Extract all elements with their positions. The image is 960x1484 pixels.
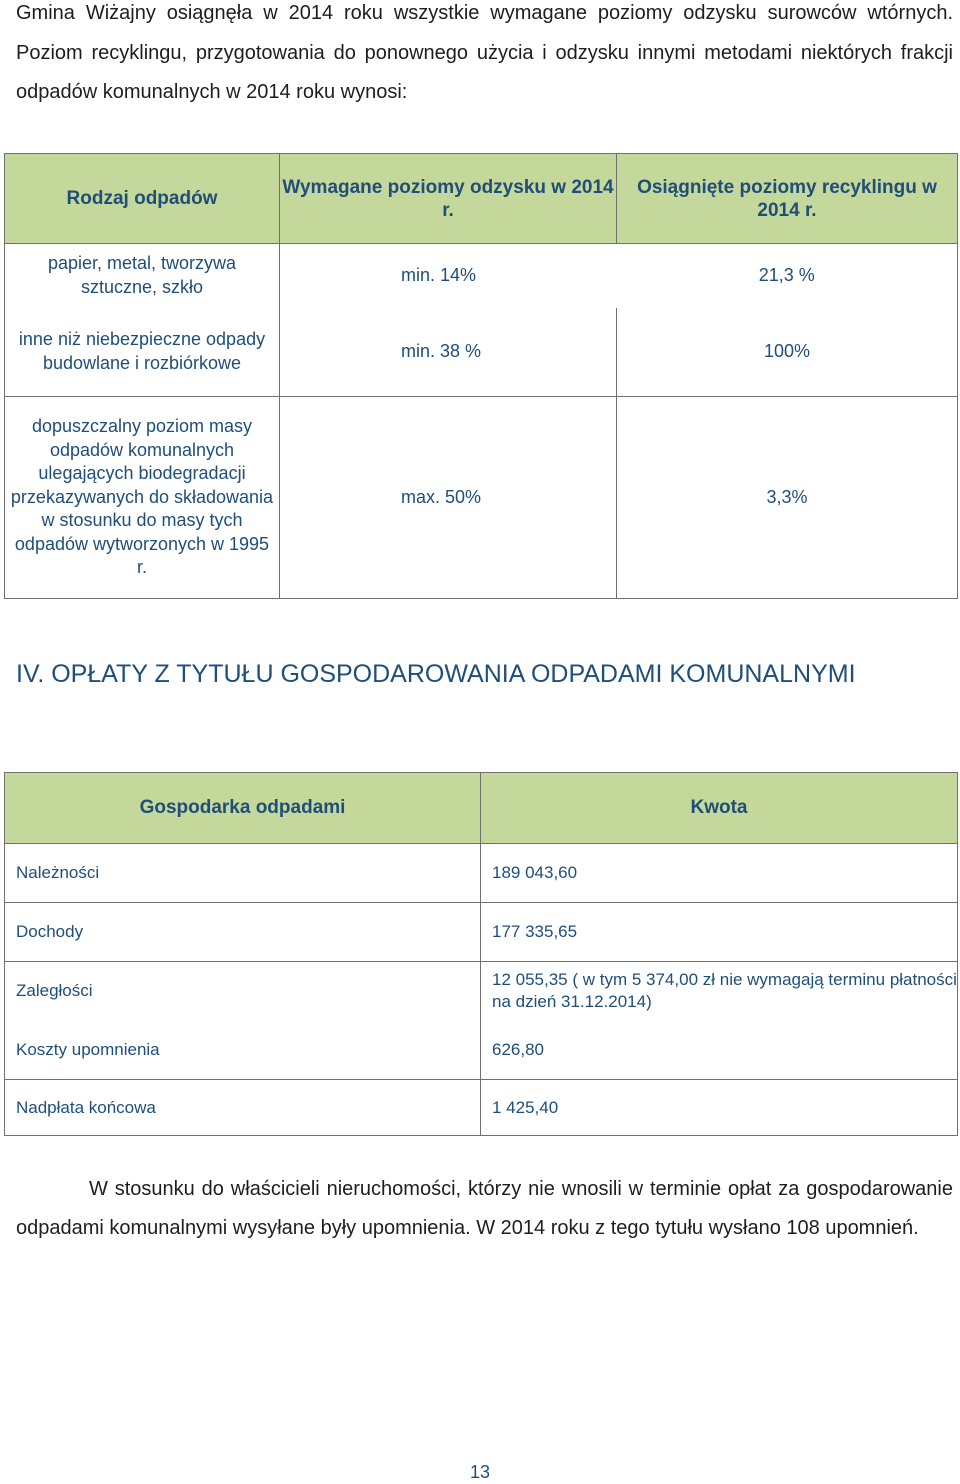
row-value: 12 055,35 ( w tym 5 374,00 zł nie wymagają terminu płatności na dzień 31.12.2014): [481, 962, 958, 1021]
row-label: Koszty upomnienia: [5, 1021, 481, 1080]
recycling-levels-table: [4, 153, 958, 599]
header-amount: Kwota: [481, 773, 958, 844]
table-row: [5, 397, 958, 599]
achieved-level-cell: 21,3 %: [617, 244, 958, 308]
table-row: [5, 1021, 958, 1080]
table-row: [5, 903, 958, 962]
header-waste-type: Rodzaj odpadów: [5, 154, 280, 244]
waste-type-cell: dopuszczalny poziom masy odpadów komunalnych ulegających biodegradacji przekazywanych do składowania w stosunku do masy tych odpadów wytworzonych w 1995 r.: [5, 397, 280, 599]
achieved-level-cell: 3,3%: [617, 397, 958, 599]
table-row: [5, 962, 958, 1021]
row-value: 1 425,40: [481, 1080, 958, 1136]
reminders-paragraph: [16, 1170, 953, 1248]
table-row: [5, 1080, 958, 1136]
table-row: [5, 308, 958, 397]
table-header-row: [5, 773, 958, 844]
table-row: [5, 844, 958, 903]
row-label: Nadpłata końcowa: [5, 1080, 481, 1136]
table-row: [5, 244, 958, 308]
header-waste-management: Gospodarka odpadami: [5, 773, 481, 844]
row-value: 189 043,60: [481, 844, 958, 903]
row-value: 626,80: [481, 1021, 958, 1080]
table-header-row: [5, 154, 958, 244]
intro-paragraph: [16, 0, 953, 113]
waste-fees-table: [4, 772, 958, 1136]
row-label: Zaległości: [5, 962, 481, 1021]
header-required-levels: Wymagane poziomy odzysku w 2014 r.: [280, 154, 617, 244]
intro-text: Gmina Wiżajny osiągnęła w 2014 roku wszystkie wymagane poziomy odzysku surowców wtórnych. Poziom recyklingu, przygotowania do ponownego użycia i odzysku innymi metodami niektórych frakcji odpadów komunalnych w 2014 roku wynosi:: [16, 2, 953, 103]
required-level-cell: max. 50%: [280, 397, 617, 599]
required-level-cell: min. 38 %: [280, 308, 617, 397]
achieved-level-cell: 100%: [617, 308, 958, 397]
section-heading: IV. OPŁATY Z TYTUŁU GOSPODAROWANIA ODPADAMI KOMUNALNYMI: [16, 660, 856, 688]
waste-type-cell: papier, metal, tworzywa sztuczne, szkło: [5, 244, 280, 308]
waste-type-cell: inne niż niebezpieczne odpady budowlane i rozbiórkowe: [5, 308, 280, 397]
header-achieved-levels: Osiągnięte poziomy recyklingu w 2014 r.: [617, 154, 958, 244]
reminders-text: W stosunku do właścicieli nieruchomości, którzy nie wnosili w terminie opłat za gospodarowanie odpadami komunalnymi wysyłane były upomnienia. W 2014 roku z tego tytułu wysłano 108 upomnień.: [16, 1178, 953, 1239]
row-label: Dochody: [5, 903, 481, 962]
row-label: Należności: [5, 844, 481, 903]
page-number: 13: [469, 1462, 491, 1482]
row-value: 177 335,65: [481, 903, 958, 962]
required-level-cell: min. 14%: [280, 244, 617, 308]
